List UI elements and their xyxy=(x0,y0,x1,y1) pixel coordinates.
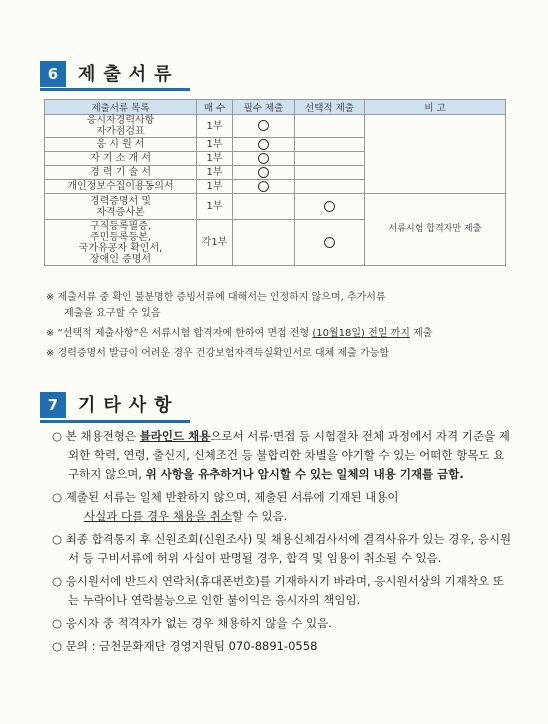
doc-qty-cell: 1부 xyxy=(197,180,233,194)
section7-title: 기타사항 xyxy=(78,394,180,416)
list-item: ○ 최종 합격통지 후 신원조회(신원조사) 및 채용신체검사서에 결격사유가 있는 경우, 응시원서 등 구비서류에 허위 사실이 판명될 경우, 합격 및 임용이 취소될 수 있음. xyxy=(52,532,512,565)
doc-qty-cell: 1부 xyxy=(197,166,233,180)
section7-number: 7 xyxy=(40,392,66,418)
required-mark-cell xyxy=(233,166,295,180)
documents-table xyxy=(44,99,506,266)
section6-notes xyxy=(46,290,432,362)
item-emphasis: 사실과 다를 경우 채용을 취소 xyxy=(84,509,232,523)
required-mark-cell xyxy=(233,152,295,166)
doc-name-cell: 개인정보수집이용동의서 xyxy=(45,180,197,194)
remark-cell xyxy=(365,115,506,194)
note-line: ※ 제출서류 중 확인 불분명한 증빙서류에 대해서는 인정하지 않으며, 추가서류 xyxy=(46,292,386,303)
header-qty: 매 수 xyxy=(197,100,233,115)
optional-mark-cell xyxy=(295,138,365,152)
note-line: 제출을 요구할 수 있음 xyxy=(64,308,161,319)
doc-name-cell: 경 력 기 술 서 xyxy=(45,166,197,180)
doc-qty-cell: 각1부 xyxy=(197,220,233,266)
item-emphasis: 위 사항을 유추하거나 암시할 수 있는 일체의 내용 기재를 금함. xyxy=(145,467,464,481)
required-mark-cell xyxy=(233,115,295,138)
header-optional: 선택적 제출 xyxy=(295,100,365,115)
circle-mark-icon xyxy=(258,167,269,178)
circle-mark-icon xyxy=(258,153,269,164)
doc-qty-cell: 1부 xyxy=(197,138,233,152)
item-text: 으로서 서류·면접 등 시험절차 전체 과정에서 자격 기준을 제외한 학력, 연령, 출신지, 신체조건 등 불합리한 차별을 야기할 수 있는 어떠한 항목도 요구하지 않으며, xyxy=(68,429,510,481)
section7-items xyxy=(52,427,512,660)
list-item xyxy=(52,427,512,484)
circle-mark-icon xyxy=(324,237,335,248)
note-deadline: (10월18일) 전일 까지 xyxy=(312,328,410,339)
doc-name-cell: 구직등록필증, 주민등록등본, 국가유공자 확인서, 장애인 증명서 xyxy=(45,220,197,266)
section7-header xyxy=(40,393,180,417)
table-row xyxy=(45,194,506,220)
documents-table-body xyxy=(45,115,506,266)
required-mark-cell xyxy=(233,220,295,266)
table-header-row xyxy=(45,100,506,115)
note-text: ※ “선택적 제출사항”은 서류시험 합격자에 한하여 면접 전형 xyxy=(46,328,313,339)
section6-header xyxy=(40,62,180,86)
section6-title: 제출서류 xyxy=(78,63,180,85)
required-mark-cell xyxy=(233,180,295,194)
remark-cell: 서류시험 합격자만 제출 xyxy=(365,194,506,266)
optional-mark-cell xyxy=(295,166,365,180)
header-required: 필수 제출 xyxy=(233,100,295,115)
list-item: ○ 응시자 중 적격자가 없는 경우 채용하지 않을 수 있음. xyxy=(52,616,332,630)
required-mark-cell xyxy=(233,194,295,220)
doc-name-cell: 응 시 원 서 xyxy=(45,138,197,152)
circle-mark-icon xyxy=(258,181,269,192)
optional-mark-cell xyxy=(295,180,365,194)
circle-mark-icon xyxy=(258,139,269,150)
note-text: 제출 xyxy=(409,328,433,339)
header-remark: 비 고 xyxy=(365,100,506,115)
header-doc-list: 제출서류 목록 xyxy=(45,100,197,115)
table-row xyxy=(45,115,506,138)
list-item: ○ 응시원서에 반드시 연락처(휴대폰번호)를 기재하시기 바라며, 응시원서상의 기재착오 또는 누락이나 연락불능으로 인한 불이익은 응시자의 책임임. xyxy=(52,574,504,607)
optional-mark-cell xyxy=(295,220,365,266)
note-line xyxy=(46,326,432,342)
item-text: ○ 제출된 서류는 일체 반환하지 않으며, 제출된 서류에 기재된 내용이 xyxy=(52,490,399,504)
section6-number: 6 xyxy=(40,61,66,87)
doc-name-cell: 경력증명서 및 자격증사본 xyxy=(45,194,197,220)
list-item xyxy=(52,488,512,526)
required-mark-cell xyxy=(233,138,295,152)
item-emphasis: 블라인드 채용 xyxy=(139,429,211,443)
note-line: ※ 경력증명서 발급이 어려운 경우 건강보험자격득실확인서로 대체 제출 가능함 xyxy=(46,348,389,359)
doc-qty-cell: 1부 xyxy=(197,152,233,166)
doc-name-cell: 응시자경력사항 자가점검표 xyxy=(45,115,197,138)
optional-mark-cell xyxy=(295,152,365,166)
item-text: ○ 본 채용전형은 xyxy=(52,429,140,443)
doc-qty-cell: 1부 xyxy=(197,115,233,138)
doc-qty-cell: 1부 xyxy=(197,194,233,220)
circle-mark-icon xyxy=(258,120,269,131)
item-text: 할 수 있음. xyxy=(231,509,288,523)
circle-mark-icon xyxy=(324,201,335,212)
section7-underline xyxy=(40,420,190,423)
doc-name-cell: 자 기 소 개 서 xyxy=(45,152,197,166)
optional-mark-cell xyxy=(295,115,365,138)
optional-mark-cell xyxy=(295,194,365,220)
section6-underline xyxy=(40,88,190,91)
list-item: ○ 문의 : 금천문화재단 경영지원팀 070-8891-0558 xyxy=(52,639,318,653)
